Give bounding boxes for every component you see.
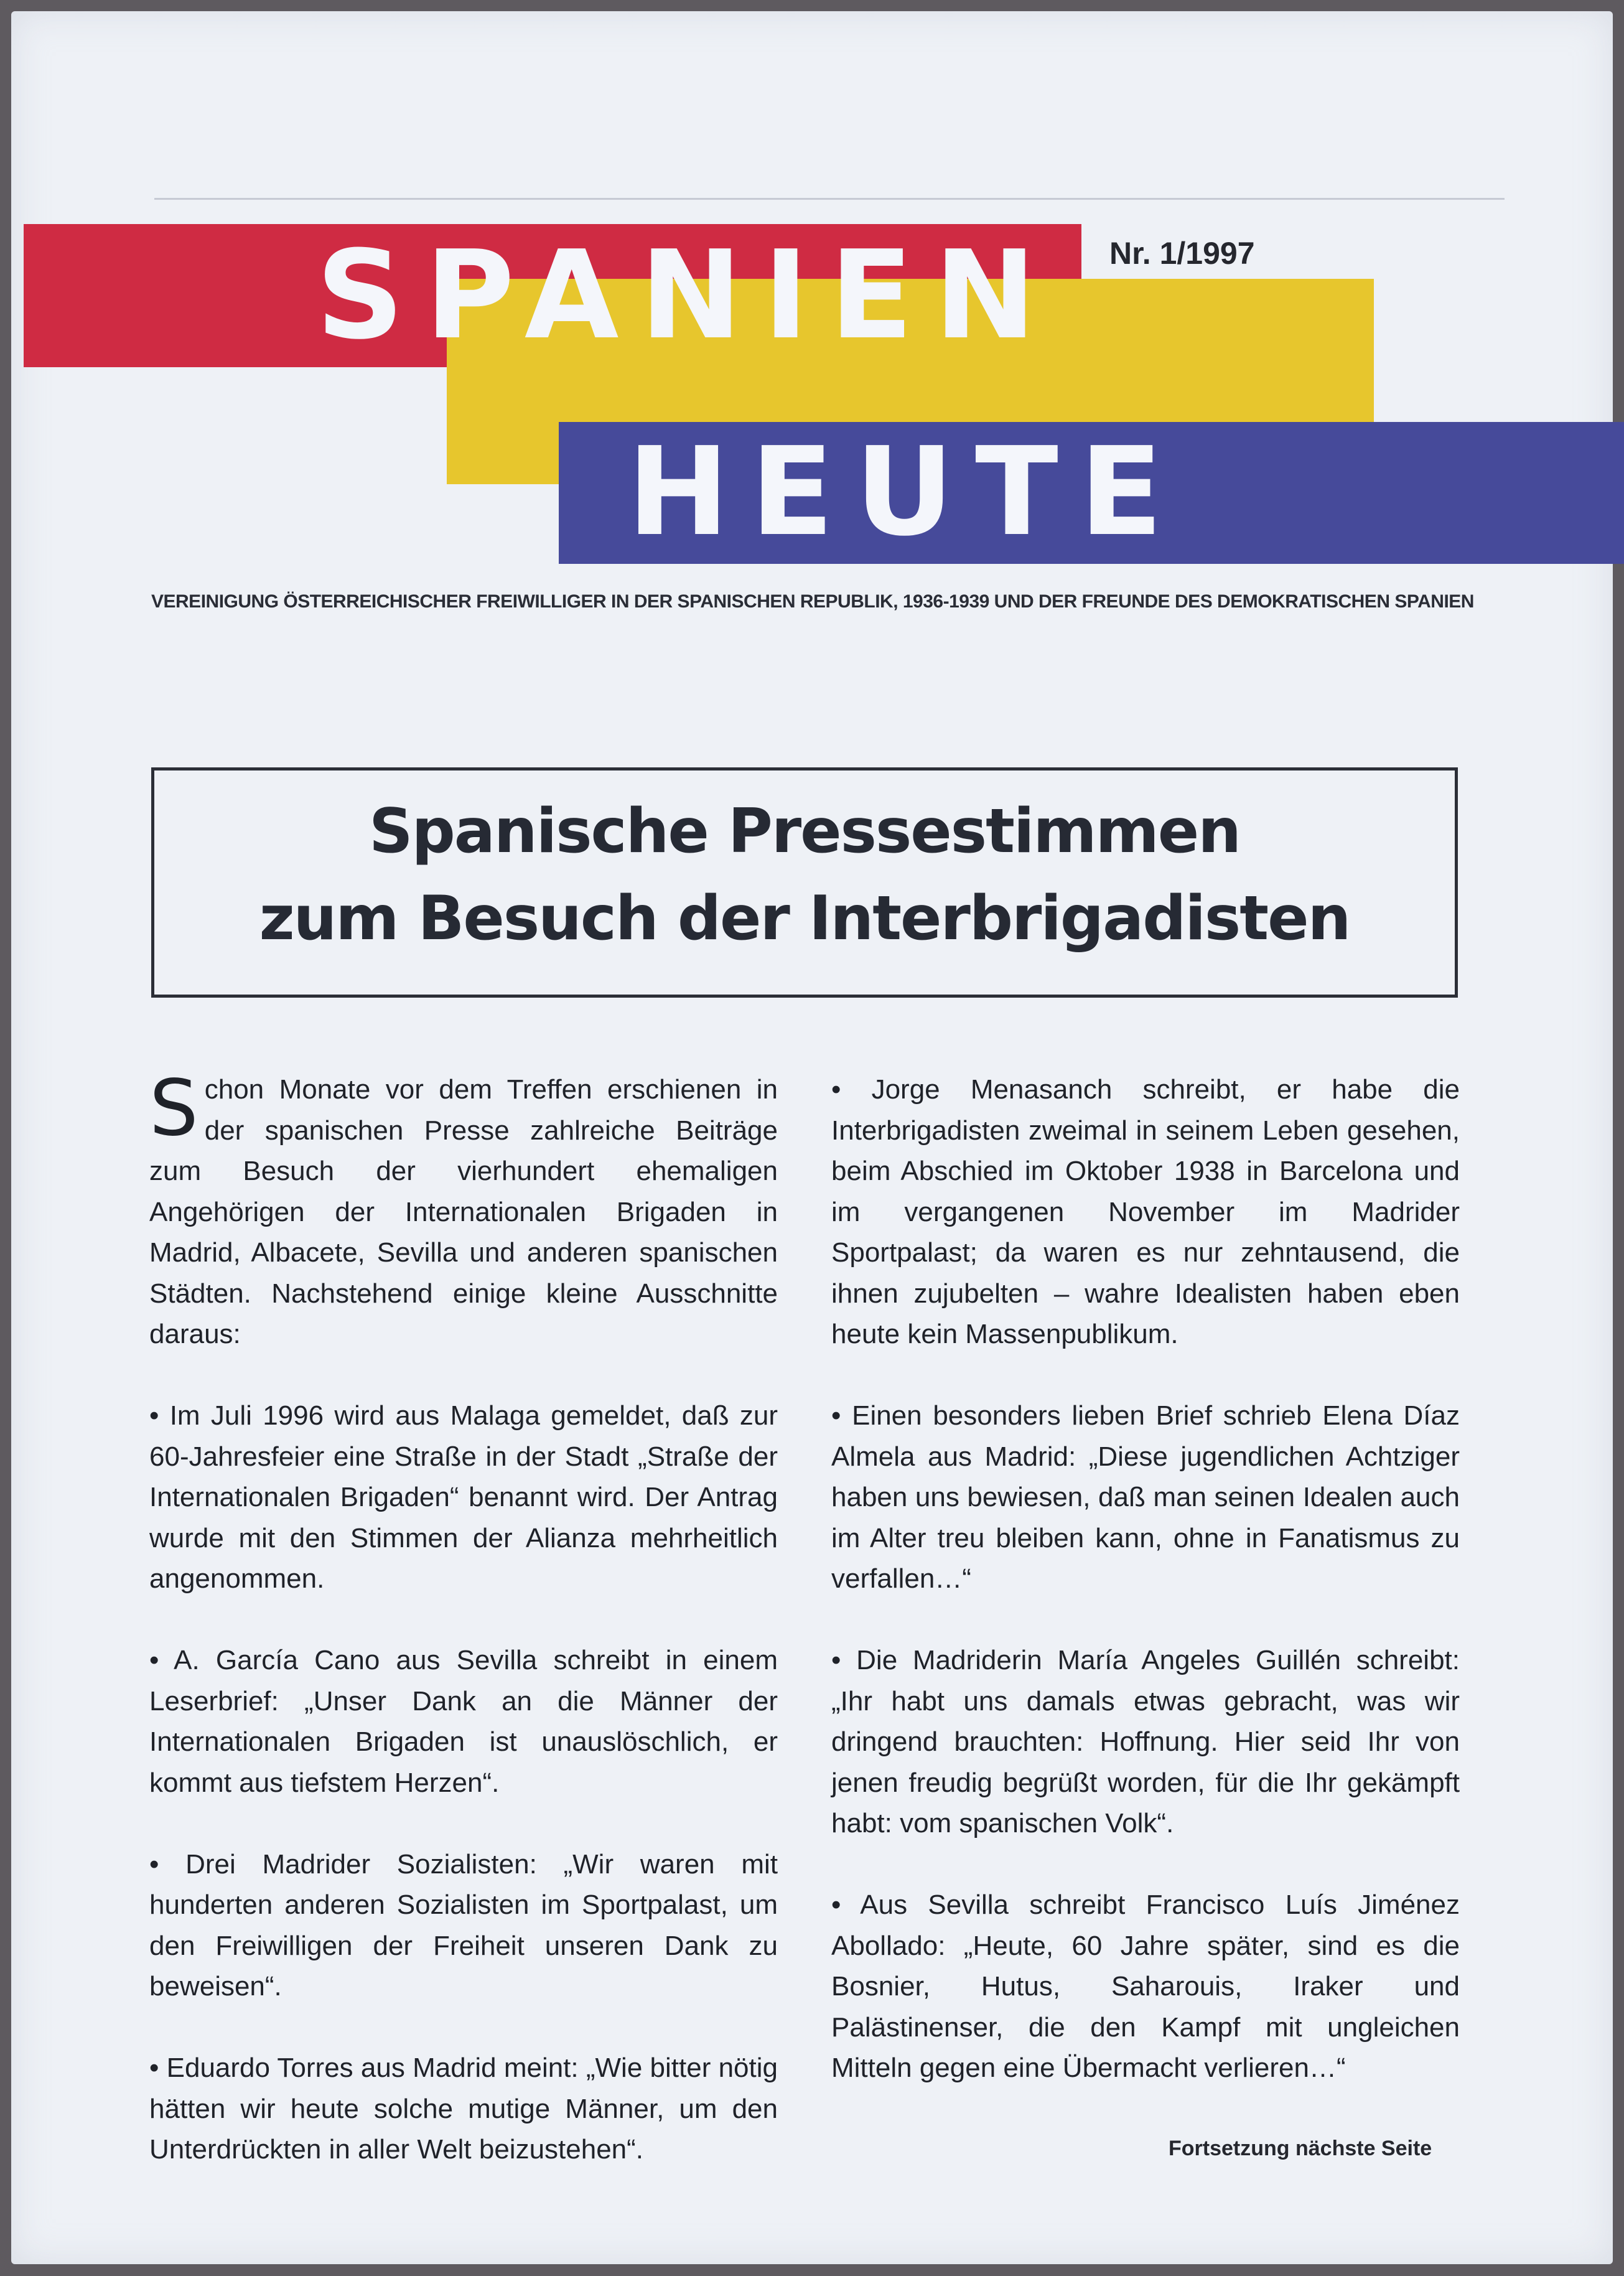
headline-box xyxy=(151,767,1458,998)
newsletter-page xyxy=(11,11,1613,2264)
quote-francisco-jimenez: • Aus Sevilla schreibt Francisco Luís Jiménez Abollado: „Heute, 60 Jahre später, sind es die Bosnier, Hutus, Saharouis, Iraker und Palästinenser, die den Kampf mit ungleichen Mitteln gegen eine Übermacht verlieren…“ xyxy=(831,1890,1460,2083)
quote-madrid-socialists: • Drei Madrider Sozialisten: „Wir waren mit hunderten anderen Sozialisten im Sportpalast, um den Freiwilligen der Freiheit unseren Dank zu beweisen“. xyxy=(149,1848,778,2002)
article-left-column xyxy=(149,1064,778,2211)
bleed-through-rule xyxy=(154,198,1505,200)
quote-jorge-menasanch: • Jorge Menasanch schreibt, er habe die Interbrigadisten zweimal in seinem Leben gesehen, beim Abschied im Oktober 1938 in Barcelona und im vergangenen November im Madrider Sportpalast; da waren es nur zehntausend, die ihnen zujubelten – wahre Idealisten haben eben heute kein Massenpublikum. xyxy=(831,1074,1460,1349)
quote-malaga: • Im Juli 1996 wird aus Malaga gemeldet, daß zur 60-Jahresfeier eine Straße in der Stadt „Straße der Internationalen Brigaden“ benannt wird. Der Antrag wurde mit den Stimmen der Alianza mehrheitlich angenommen. xyxy=(149,1400,778,1594)
quote-garcia-cano: • A. García Cano aus Sevilla schreibt in einem Leserbrief: „Unser Dank an die Männer der Internationalen Brigaden ist unauslöschlich, er kommt aus tiefstem Herzen“. xyxy=(149,1645,778,1798)
headline-line-2: zum Besuch der Interbrigadisten xyxy=(259,883,1350,954)
quote-eduardo-torres: • Eduardo Torres aus Madrid meint: „Wie bitter nötig hätten wir heute solche mutige Männer, um den Unterdrückten in aller Welt beizustehen“. xyxy=(149,2053,778,2165)
intro-text: chon Monate vor dem Treffen erschienen in der spanischen Presse zahlreiche Beiträge zum Besuch der vierhundert ehemaligen Angehörigen der Internationalen Brigaden in Madrid, Albacete, Sevilla und anderen spanischen Städten. Nachstehend einige kleine Ausschnitte daraus: xyxy=(149,1074,778,1349)
quote-maria-angeles-guillen: • Die Madriderin María Angeles Guillén schreibt: „Ihr habt uns damals etwas gebracht, was wir dringend brauchten: Hoffnung. Hier seid Ihr von jenen freudig begrüßt worden, für die Ihr gekämpft habt: vom spanischen Volk“. xyxy=(831,1645,1460,1838)
issue-number: Nr. 1/1997 xyxy=(1109,236,1255,271)
headline-line-1: Spanische Pressestimmen xyxy=(369,796,1240,867)
article-right-column xyxy=(831,1069,1460,2129)
drop-cap: S xyxy=(149,1064,198,1153)
masthead-title-spanien: SPANIEN xyxy=(316,225,1058,367)
intro-paragraph xyxy=(149,1064,778,1355)
masthead-title-heute: HEUTE xyxy=(627,421,1184,563)
quote-elena-diaz-almela: • Einen besonders lieben Brief schrieb Elena Díaz Almela aus Madrid: „Diese jugendlichen Achtziger haben uns bewiesen, daß man seinen Idealen auch im Alter treu bleiben kann, ohne in Fanatismus zu verfallen…“ xyxy=(831,1400,1460,1594)
organization-line: VEREINIGUNG ÖSTERREICHISCHER FREIWILLIGER IN DER SPANISCHEN REPUBLIK, 1936-1939 UND DER FREUNDE DES DEMOKRATISCHEN SPANIEN xyxy=(151,591,1474,612)
continued-note: Fortsetzung nächste Seite xyxy=(1169,2137,1432,2160)
